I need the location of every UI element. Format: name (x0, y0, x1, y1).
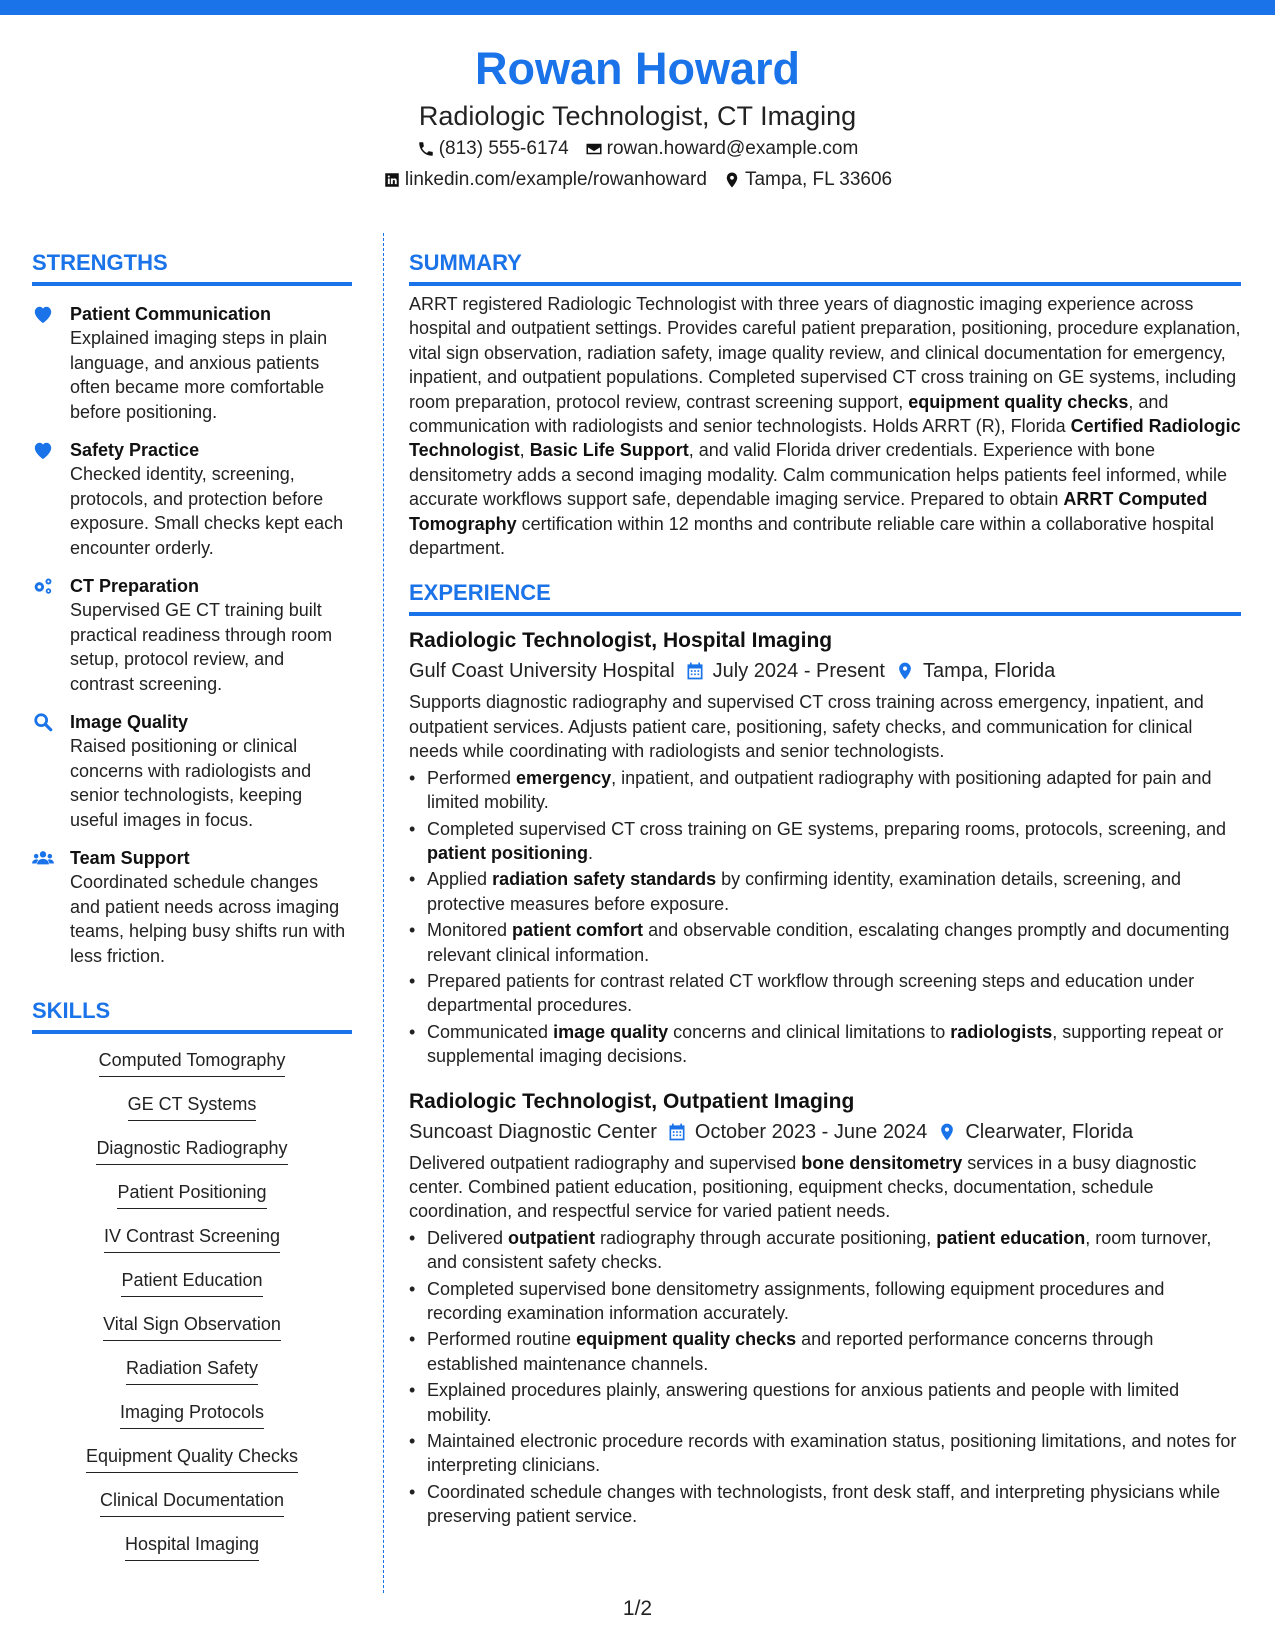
job-bullets (409, 1226, 1241, 1529)
job-description (409, 690, 1241, 763)
gears-icon (32, 574, 56, 696)
strengths-heading: STRENGTHS (32, 248, 352, 286)
top-accent-bar (0, 0, 1275, 15)
strength-title: Team Support (70, 848, 190, 868)
strength-item (32, 302, 352, 424)
text-run: Explained procedures plainly, answering questions for anxious patients and people with limited mobility. (427, 1380, 1180, 1425)
text-run: Delivered outpatient radiography and supervised (409, 1152, 802, 1173)
skill-item: Computed Tomography (99, 1048, 286, 1077)
strength-body (70, 710, 352, 832)
bullet-item (409, 1378, 1241, 1427)
job-location (895, 656, 1055, 686)
text-run: , (519, 440, 530, 461)
skill-item: Imaging Protocols (120, 1400, 264, 1429)
strength-item (32, 710, 352, 832)
text-run: Delivered (427, 1227, 509, 1248)
bullet-item (409, 1429, 1241, 1478)
email-contact[interactable] (585, 133, 859, 164)
bullet-item (409, 766, 1241, 815)
strength-item (32, 574, 352, 696)
bold-text: patient education (936, 1227, 1086, 1248)
strengths-list (32, 302, 352, 968)
contact-line-2 (0, 164, 1275, 195)
heart-icon (32, 438, 56, 560)
job-description (409, 1151, 1241, 1224)
bullet-item (409, 1226, 1241, 1275)
strength-description: Checked identity, screening, protocols, and protection before exposure. Small checks kept each encounter orderly. (70, 464, 344, 558)
phone-text: (813) 555-6174 (438, 138, 569, 159)
job-dates (667, 1117, 927, 1147)
bold-text: bone densitometry (801, 1152, 963, 1173)
summary-text (409, 292, 1241, 560)
bullet-item (409, 1277, 1241, 1326)
text-run: ARRT registered Radiologic Technologist with three years of diagnostic imaging experience across hospital and outpatient settings. Provides careful patient preparation, positioning, procedure explanation, vital sign observation, radiation safety, image quality review, and clinical documentation for emergency, inpatient, and outpatient populations. Completed supervised CT cross training on GE systems, including room preparation, protocol review, contrast screening support, (409, 294, 1241, 412)
text-run: , and communication with radiologists and senior technologists. Holds ARRT (R), Florida (409, 391, 1169, 437)
text-run: radiography through accurate positioning, (595, 1227, 937, 1248)
search-icon (32, 710, 56, 832)
text-run: services in a busy diagnostic center. Combined patient education, positioning, equipment checks, documentation, schedule coordination, and respectful service for varied patient needs. (409, 1152, 1197, 1222)
map-pin-icon (723, 171, 741, 189)
job-title: Radiologic Technologist, Hospital Imaging (409, 629, 833, 653)
skill-item: Radiation Safety (126, 1356, 258, 1385)
strength-title: CT Preparation (70, 576, 200, 596)
resume-header (0, 40, 1275, 195)
text-run: certification within 12 months and contribute reliable care within a collaborative hospital department. (409, 513, 1215, 559)
job-entry (409, 626, 1241, 1068)
calendar-icon (685, 661, 705, 681)
text-run: Supports diagnostic radiography and supervised CT cross training across emergency, inpatient, and outpatient services. Adjusts patient care, positioning, safety checks, and communication for clinical needs while coordinating with radiologists and senior technologists. (409, 692, 1204, 762)
bullet-item (409, 918, 1241, 967)
skill-item: Equipment Quality Checks (86, 1444, 298, 1473)
skill-item: Patient Education (121, 1268, 262, 1297)
text-run: concerns and clinical limitations to (668, 1021, 951, 1042)
text-run: Completed supervised CT cross training on GE systems, preparing rooms, protocols, screening, and (427, 818, 1227, 839)
company-name: Gulf Coast University Hospital (409, 660, 675, 683)
bullet-item (409, 817, 1241, 866)
strength-body (70, 846, 352, 968)
bold-text: Certified Radiologic Technologist (409, 416, 1241, 461)
phone-icon (417, 140, 435, 158)
bold-text: patient positioning (427, 842, 588, 863)
jobs-list (409, 626, 1241, 1528)
strength-title: Safety Practice (70, 440, 200, 460)
strength-description: Raised positioning or clinical concerns with radiologists and senior technologists, keeping useful images in focus. (70, 736, 312, 830)
text-run: . (587, 842, 593, 863)
job-meta (409, 1117, 1241, 1147)
skill-item: Clinical Documentation (100, 1488, 284, 1517)
phone-contact (417, 133, 569, 164)
bold-text: emergency (516, 767, 612, 788)
envelope-icon (585, 140, 603, 158)
company-name: Suncoast Diagnostic Center (409, 1120, 657, 1143)
dates-text: October 2023 - June 2024 (694, 1120, 928, 1143)
skill-item: GE CT Systems (128, 1092, 257, 1121)
bullet-item (409, 969, 1241, 1018)
users-icon (32, 846, 56, 968)
bold-text: image quality (553, 1021, 669, 1042)
experience-heading: EXPERIENCE (409, 578, 1241, 616)
right-column (409, 248, 1241, 1531)
location-text: Clearwater, Florida (965, 1120, 1134, 1143)
skills-heading: SKILLS (32, 996, 352, 1034)
bold-text: radiation safety standards (492, 869, 717, 890)
strength-title: Patient Communication (70, 304, 272, 324)
bullet-item (409, 1020, 1241, 1069)
text-run: Maintained electronic procedure records with examination status, positioning limitations, and notes for interpreting clinicians. (427, 1431, 1237, 1476)
summary-heading: SUMMARY (409, 248, 1241, 286)
page-number: 1/2 (622, 1597, 653, 1620)
text-run: Performed (427, 767, 517, 788)
text-run: by confirming identity, examination details, screening, and protective measures before exposure. (427, 869, 1182, 914)
bold-text: equipment quality checks (576, 1329, 797, 1350)
strength-description: Explained imaging steps in plain language, and anxious patients often became more comfortable before positioning. (70, 328, 328, 422)
calendar-icon (667, 1122, 687, 1142)
job-title: Radiologic Technologist, Outpatient Imaging (409, 1089, 855, 1113)
linkedin-text: linkedin.com/example/rowanhoward (404, 169, 707, 190)
text-run: and reported performance concerns through established maintenance channels. (427, 1329, 1154, 1374)
strength-item (32, 438, 352, 560)
bullet-item (409, 867, 1241, 916)
job-location (937, 1117, 1133, 1147)
skills-list (32, 1048, 352, 1576)
location-contact (723, 164, 892, 195)
email-text: rowan.howard@example.com (606, 138, 859, 159)
bullet-item (409, 1327, 1241, 1376)
skill-item: Vital Sign Observation (103, 1312, 281, 1341)
text-run: Communicated (427, 1021, 554, 1042)
text-run: Completed supervised bone densitometry assignments, following equipment procedures and recording examination information accurately. (427, 1278, 1165, 1323)
bold-text: Basic Life Support (529, 440, 689, 461)
candidate-role: Radiologic Technologist, CT Imaging (418, 101, 857, 131)
strength-body (70, 302, 352, 424)
bold-text: equipment quality checks (908, 391, 1129, 412)
bold-text: radiologists (950, 1021, 1053, 1042)
skill-item: IV Contrast Screening (104, 1224, 280, 1253)
contact-line-1 (0, 133, 1275, 164)
experience-section (409, 578, 1241, 1528)
location-text: Tampa, FL 33606 (744, 169, 893, 190)
location-text: Tampa, Florida (922, 660, 1056, 683)
text-run: Monitored (427, 920, 513, 941)
skill-item: Hospital Imaging (125, 1532, 259, 1561)
dates-text: July 2024 - Present (712, 660, 885, 683)
job-dates (685, 656, 885, 686)
bold-text: ARRT Computed Tomography (409, 489, 1208, 534)
linkedin-contact[interactable] (383, 164, 707, 195)
job-bullets (409, 766, 1241, 1069)
strength-item (32, 846, 352, 968)
strength-body (70, 438, 352, 560)
skill-item: Diagnostic Radiography (96, 1136, 287, 1165)
bold-text: outpatient (508, 1227, 596, 1248)
text-run: Prepared patients for contrast related CT workflow through screening steps and education under departmental procedures. (427, 970, 1195, 1016)
job-meta (409, 656, 1241, 686)
text-run: , inpatient, and outpatient radiography with positioning adapted for pain and limited mobility. (427, 767, 1212, 813)
strength-description: Coordinated schedule changes and patient needs across imaging teams, helping busy shifts run with less friction. (70, 872, 346, 966)
text-run: , supporting repeat or supplemental imaging decisions. (427, 1021, 1224, 1067)
text-run: Performed routine (427, 1329, 577, 1350)
text-run: , room turnover, and consistent safety checks. (427, 1227, 1212, 1273)
candidate-name: Rowan Howard (474, 43, 801, 94)
text-run: and observable condition, escalating changes promptly and documenting relevant clinical information. (427, 920, 1230, 965)
strength-title: Image Quality (70, 712, 189, 732)
text-run: , and valid Florida driver credentials. Experience with bone densitometry adds a second imaging modality. Calm communication helps patients feel informed, while accurate workflows support safe, dependable imaging service. Prepared to obtain (409, 440, 1228, 510)
job-entry (409, 1087, 1241, 1529)
skill-item: Patient Positioning (117, 1180, 266, 1209)
strength-body (70, 574, 352, 696)
bullet-item (409, 1480, 1241, 1529)
text-run: Applied (427, 869, 493, 890)
left-column (32, 248, 352, 1576)
strength-description: Supervised GE CT training built practical readiness through room setup, protocol review, and contrast screening. (70, 600, 333, 694)
text-run: Coordinated schedule changes with technologists, front desk staff, and interpreting physicians while preserving patient service. (427, 1481, 1221, 1527)
column-divider (383, 233, 384, 1593)
bold-text: patient comfort (512, 920, 644, 941)
heart-icon (32, 302, 56, 424)
map-pin-icon (895, 661, 915, 681)
map-pin-icon (937, 1122, 957, 1142)
linkedin-icon (383, 171, 401, 189)
